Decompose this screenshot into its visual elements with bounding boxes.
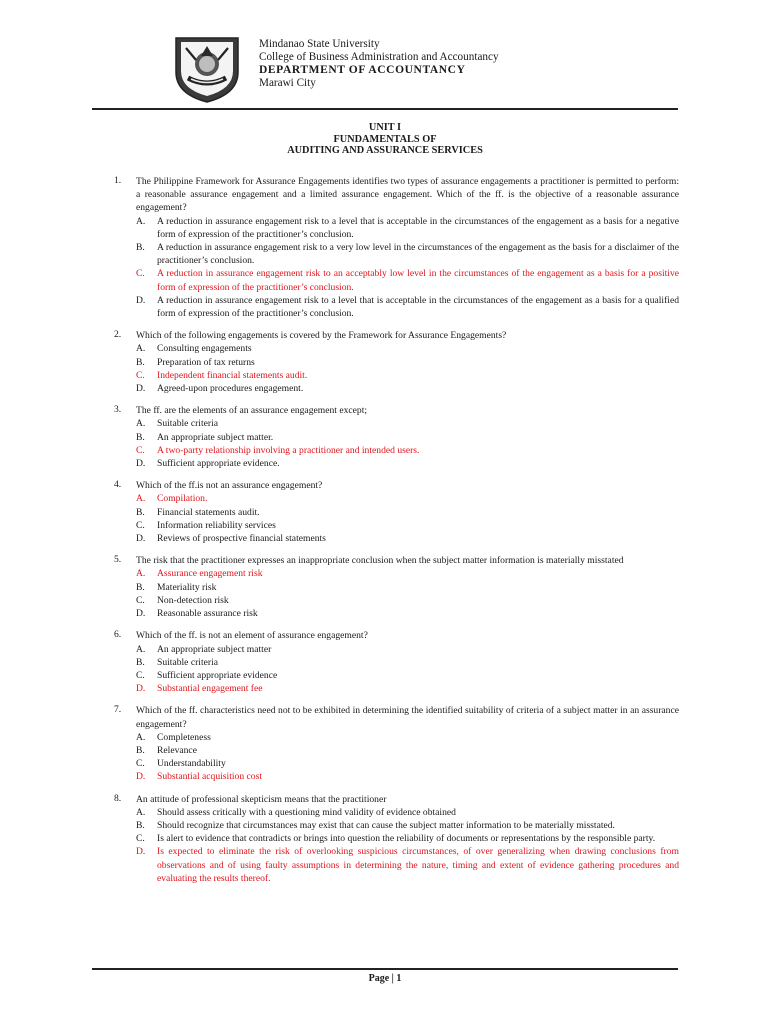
- choice-letter: C.: [136, 669, 145, 681]
- choice-letter: D.: [136, 771, 146, 783]
- correct-answer-choice: [136, 444, 679, 457]
- choice-letter: D.: [136, 294, 146, 306]
- choice-letter: A.: [136, 493, 146, 505]
- choice-letter: A.: [136, 731, 146, 743]
- answer-choice: [136, 669, 679, 682]
- choice-letter: A.: [136, 568, 146, 580]
- answer-choice: [136, 806, 679, 819]
- choice-text: Independent financial statements audit.: [157, 369, 308, 381]
- answer-choice: [136, 356, 679, 369]
- correct-answer-choice: [136, 369, 679, 382]
- choice-text: Non-detection risk: [157, 594, 229, 606]
- choice-letter: C.: [136, 444, 145, 456]
- choice-text: Sufficient appropriate evidence.: [157, 458, 280, 470]
- correct-answer-choice: [136, 267, 679, 293]
- question-list: [114, 175, 679, 885]
- question-text: The ff. are the elements of an assurance engagement except;: [136, 405, 368, 417]
- answer-choices: [136, 731, 679, 784]
- department-name: DEPARTMENT OF ACCOUNTANCY: [259, 64, 466, 76]
- answer-choice: [136, 519, 679, 532]
- choice-letter: A.: [136, 215, 146, 227]
- correct-answer-choice: [136, 845, 679, 885]
- choice-text: Reasonable assurance risk: [157, 608, 258, 620]
- choice-text: Financial statements audit.: [157, 506, 260, 518]
- answer-choices: [136, 806, 679, 885]
- choice-letter: D.: [136, 846, 146, 858]
- answer-choice: [136, 417, 679, 430]
- choice-text: Is expected to eliminate the risk of overlooking suspicious circumstances, of over generalizing when drawing conclusions from observations and of using faulty assumptions in determining the nature, timing and extent of evidence gathering procedures and evaluating the results thereof.: [157, 846, 679, 884]
- answer-choice: [136, 215, 679, 241]
- choice-text: Should assess critically with a questioning mind validity of evidence obtained: [157, 806, 456, 818]
- choice-letter: B.: [136, 744, 145, 756]
- question-item: [114, 479, 679, 545]
- title-unit: UNIT I: [368, 122, 402, 133]
- choice-text: Relevance: [157, 744, 197, 756]
- question-text: The Philippine Framework for Assurance Engagements identifies two types of assurance engagements a practitioner is permitted to perform: a reasonable assurance engagement and a limited assurance engagement. Which of the ff. is the objective of a reasonable assurance engagement?: [136, 176, 679, 214]
- choice-text: A reduction in assurance engagement risk to an acceptably low level in the circumstances of the engagement as a basis for a positive form of expression of the practitioner’s conclusion.: [157, 268, 679, 293]
- answer-choice: [136, 594, 679, 607]
- answer-choice: [136, 757, 679, 770]
- question-item: [114, 329, 679, 395]
- title-line-3: AUDITING AND ASSURANCE SERVICES: [287, 145, 483, 157]
- answer-choice: [136, 241, 679, 267]
- choice-letter: B.: [136, 506, 145, 518]
- choice-text: Is alert to evidence that contradicts or brings into question the reliability of documents or representations by the responsible party.: [157, 833, 656, 845]
- choice-letter: B.: [136, 356, 145, 368]
- choice-text: Information reliability services: [157, 519, 276, 531]
- question-item: [114, 704, 679, 783]
- choice-letter: B.: [136, 819, 145, 831]
- correct-answer-choice: [136, 492, 679, 505]
- question-number: 4.: [114, 479, 122, 491]
- choice-text: Sufficient appropriate evidence: [157, 669, 278, 681]
- question-number: 8.: [114, 792, 122, 804]
- answer-choices: [136, 417, 679, 470]
- question-item: [114, 554, 679, 620]
- choice-text: An appropriate subject matter.: [157, 431, 274, 443]
- answer-choice: [136, 294, 679, 320]
- choice-letter: A.: [136, 343, 146, 355]
- choice-text: A reduction in assurance engagement risk to a level that is acceptable in the circumstances of the engagement as a basis for a qualified form of expression of the practitioner’s conclusion.: [157, 294, 679, 320]
- footer-divider: [92, 968, 678, 970]
- question-number: 7.: [114, 704, 122, 716]
- university-seal-icon: [170, 34, 244, 104]
- choice-letter: A.: [136, 806, 146, 818]
- question-number: 6.: [114, 629, 122, 641]
- answer-choices: [136, 215, 679, 321]
- choice-text: An appropriate subject matter: [157, 643, 272, 655]
- choice-text: Should recognize that circumstances may exist that can cause the subject matter information to be materially misstated.: [157, 819, 615, 831]
- choice-text: A reduction in assurance engagement risk to a level that is acceptable in the circumstances of the engagement as a basis for a negative form of expression of the practitioner’s conclusion.: [157, 215, 679, 240]
- question-text: The risk that the practitioner expresses an inappropriate conclusion when the subject matter information is materially misstated: [136, 555, 624, 567]
- choice-letter: C.: [136, 268, 145, 280]
- answer-choice: [136, 581, 679, 594]
- answer-choice: [136, 819, 679, 832]
- choice-text: Agreed-upon procedures engagement.: [157, 383, 304, 395]
- answer-choice: [136, 382, 679, 395]
- question-item: [114, 175, 679, 320]
- choice-letter: D.: [136, 608, 146, 620]
- question-text: An attitude of professional skepticism means that the practitioner: [136, 793, 387, 805]
- city-name: Marawi City: [259, 77, 316, 89]
- answer-choice: [136, 607, 679, 620]
- answer-choice: [136, 342, 679, 355]
- question-text: Which of the ff. is not an element of assurance engagement?: [136, 630, 368, 642]
- choice-text: Understandability: [157, 758, 226, 770]
- choice-text: Materiality risk: [157, 581, 217, 593]
- answer-choice: [136, 731, 679, 744]
- university-name: Mindanao State University: [259, 38, 380, 50]
- choice-letter: D.: [136, 533, 146, 545]
- choice-letter: B.: [136, 581, 145, 593]
- choice-text: Completeness: [157, 731, 211, 743]
- answer-choice: [136, 656, 679, 669]
- choice-letter: A.: [136, 643, 146, 655]
- choice-letter: D.: [136, 458, 146, 470]
- choice-text: Suitable criteria: [157, 418, 219, 430]
- choice-text: Substantial engagement fee: [157, 683, 263, 695]
- answer-choices: [136, 643, 679, 696]
- title-line-2: FUNDAMENTALS OF: [333, 133, 437, 145]
- page-number: Page | 1: [368, 973, 402, 984]
- choice-text: Reviews of prospective financial statements: [157, 533, 326, 545]
- choice-letter: C.: [136, 369, 145, 381]
- answer-choice: [136, 643, 679, 656]
- answer-choices: [136, 342, 679, 395]
- correct-answer-choice: [136, 770, 679, 783]
- choice-text: Substantial acquisition cost: [157, 771, 262, 783]
- header-divider: [92, 108, 678, 110]
- question-number: 2.: [114, 329, 122, 341]
- choice-letter: D.: [136, 383, 146, 395]
- correct-answer-choice: [136, 682, 679, 695]
- question-item: [114, 404, 679, 470]
- question-item: [114, 793, 679, 885]
- answer-choices: [136, 492, 679, 545]
- choice-letter: D.: [136, 683, 146, 695]
- choice-letter: C.: [136, 519, 145, 531]
- choice-letter: B.: [136, 656, 145, 668]
- correct-answer-choice: [136, 567, 679, 580]
- answer-choice: [136, 744, 679, 757]
- answer-choices: [136, 567, 679, 620]
- letterhead: [170, 34, 690, 104]
- question-text: Which of the following engagements is covered by the Framework for Assurance Engagements?: [136, 330, 507, 342]
- document-title: [92, 122, 678, 157]
- choice-text: A two-party relationship involving a practitioner and intended users.: [157, 444, 420, 456]
- question-number: 1.: [114, 175, 122, 186]
- question-number: 5.: [114, 554, 122, 566]
- choice-letter: B.: [136, 431, 145, 443]
- choice-text: Suitable criteria: [157, 656, 219, 668]
- choice-letter: C.: [136, 594, 145, 606]
- answer-choice: [136, 506, 679, 519]
- choice-letter: B.: [136, 242, 145, 254]
- choice-text: Assurance engagement risk: [157, 568, 263, 580]
- choice-letter: A.: [136, 418, 146, 430]
- choice-text: Compilation.: [157, 493, 208, 505]
- answer-choice: [136, 532, 679, 545]
- answer-choice: [136, 832, 679, 845]
- letterhead-text: [259, 38, 499, 90]
- question-text: Which of the ff.is not an assurance engagement?: [136, 480, 323, 492]
- choice-letter: C.: [136, 758, 145, 770]
- answer-choice: [136, 457, 679, 470]
- answer-choice: [136, 431, 679, 444]
- choice-text: Preparation of tax returns: [157, 356, 255, 368]
- choice-text: A reduction in assurance engagement risk to a very low level in the circumstances of the engagement as the basis for a disclaimer of the practitioner’s conclusion.: [157, 242, 679, 267]
- question-number: 3.: [114, 404, 122, 416]
- choice-letter: C.: [136, 833, 145, 845]
- question-item: [114, 629, 679, 695]
- choice-text: Consulting engagements: [157, 343, 252, 355]
- question-text: Which of the ff. characteristics need not to be exhibited in determining the identified suitability of criteria of a subject matter in an assurance engagement?: [136, 705, 679, 730]
- college-name: College of Business Administration and Accountancy: [259, 51, 499, 63]
